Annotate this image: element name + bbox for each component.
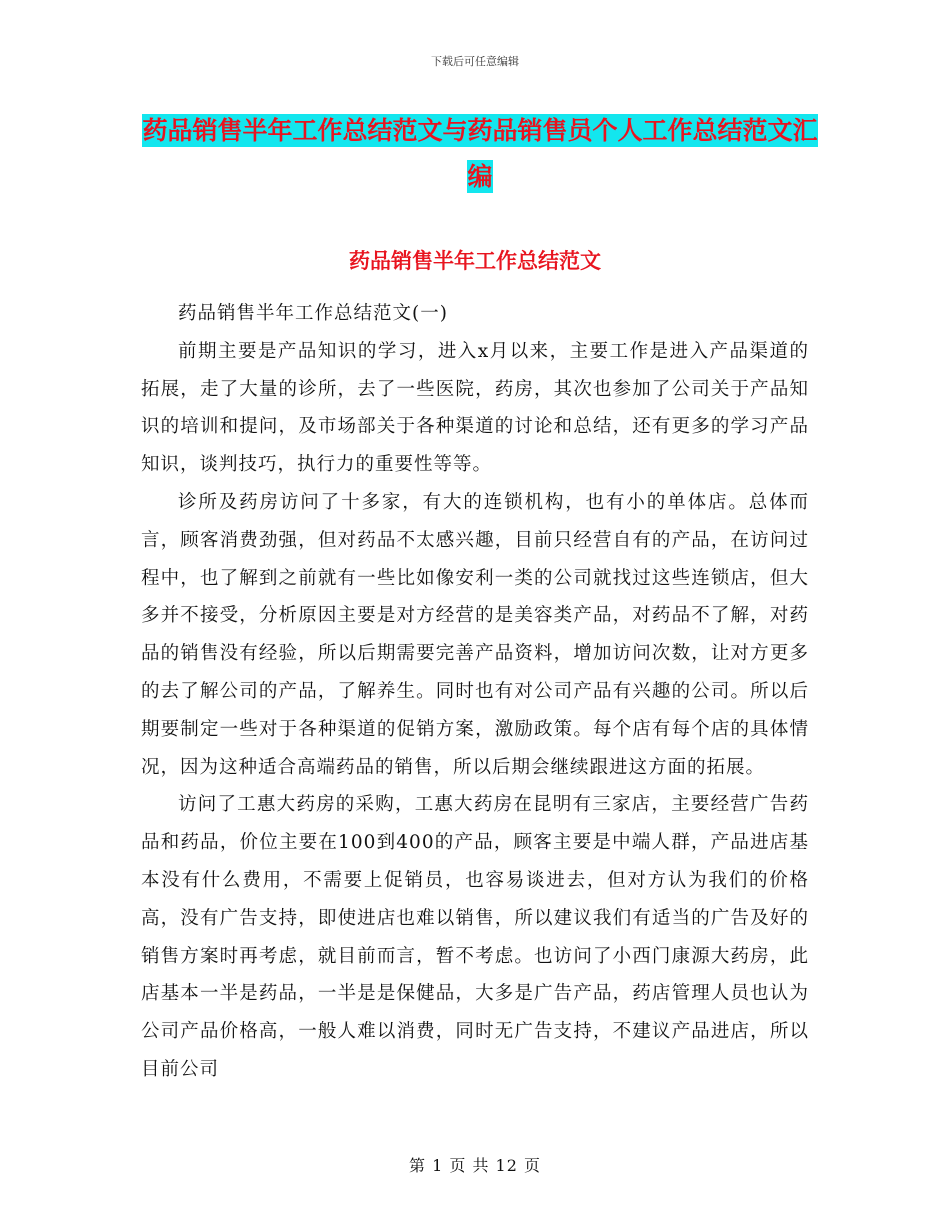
- document-title: [140, 108, 820, 200]
- document-title-text: 药品销售半年工作总结范文与药品销售员个人工作总结范文汇编: [142, 116, 818, 191]
- document-body: [141, 295, 809, 1089]
- paragraph: 访问了工惠大药房的采购，工惠大药房在昆明有三家店，主要经营广告药品和药品，价位主要在100到400的产品，顾客主要是中端人群，产品进店基本没有什么费用，不需要上促销员，也容易谈进去，但对方认为我们的价格高，没有广告支持，即使进店也难以销售，所以建议我们有适当的广告及好的销售方案时再考虑，就目前而言，暂不考虑。也访问了小西门康源大药房，此店基本一半是药品，一半是是保健品，大多是广告产品，药店管理人员也认为公司产品价格高，一般人难以消费，同时无广告支持，不建议产品进店，所以目前公司: [141, 794, 809, 1080]
- section-title: 药品销售半年工作总结范文: [349, 249, 601, 273]
- page-number: 第 1 页 共 12 页: [409, 1156, 541, 1175]
- paragraph: 药品销售半年工作总结范文(一): [178, 303, 448, 324]
- paragraph: 诊所及药房访问了十多家，有大的连锁机构，也有小的单体店。总体而言，顾客消费劲强，但对药品不太感兴趣，目前只经营自有的产品，在访问过程中，也了解到之前就有一些比如像安利一类的公司就找过这些连锁店，但大多并不接受，分析原因主要是对方经营的是美容类产品，对药品不了解，对药品的销售没有经验，所以后期需要完善产品资料，增加访问次数，让对方更多的去了解公司的产品，了解养生。同时也有对公司产品有兴趣的公司。所以后期要制定一些对于各种渠道的促销方案，激励政策。每个店有每个店的具体情况，因为这种适合高端药品的销售，所以后期会继续跟进这方面的拓展。: [141, 491, 809, 778]
- header-note: 下载后可任意编辑: [431, 55, 519, 68]
- paragraph: 前期主要是产品知识的学习，进入x月以来，主要工作是进入产品渠道的拓展，走了大量的诊所，去了一些医院，药房，其次也参加了公司关于产品知识的培训和提问，及市场部关于各种渠道的讨论和总结，还有更多的学习产品知识，谈判技巧，执行力的重要性等等。: [141, 340, 809, 476]
